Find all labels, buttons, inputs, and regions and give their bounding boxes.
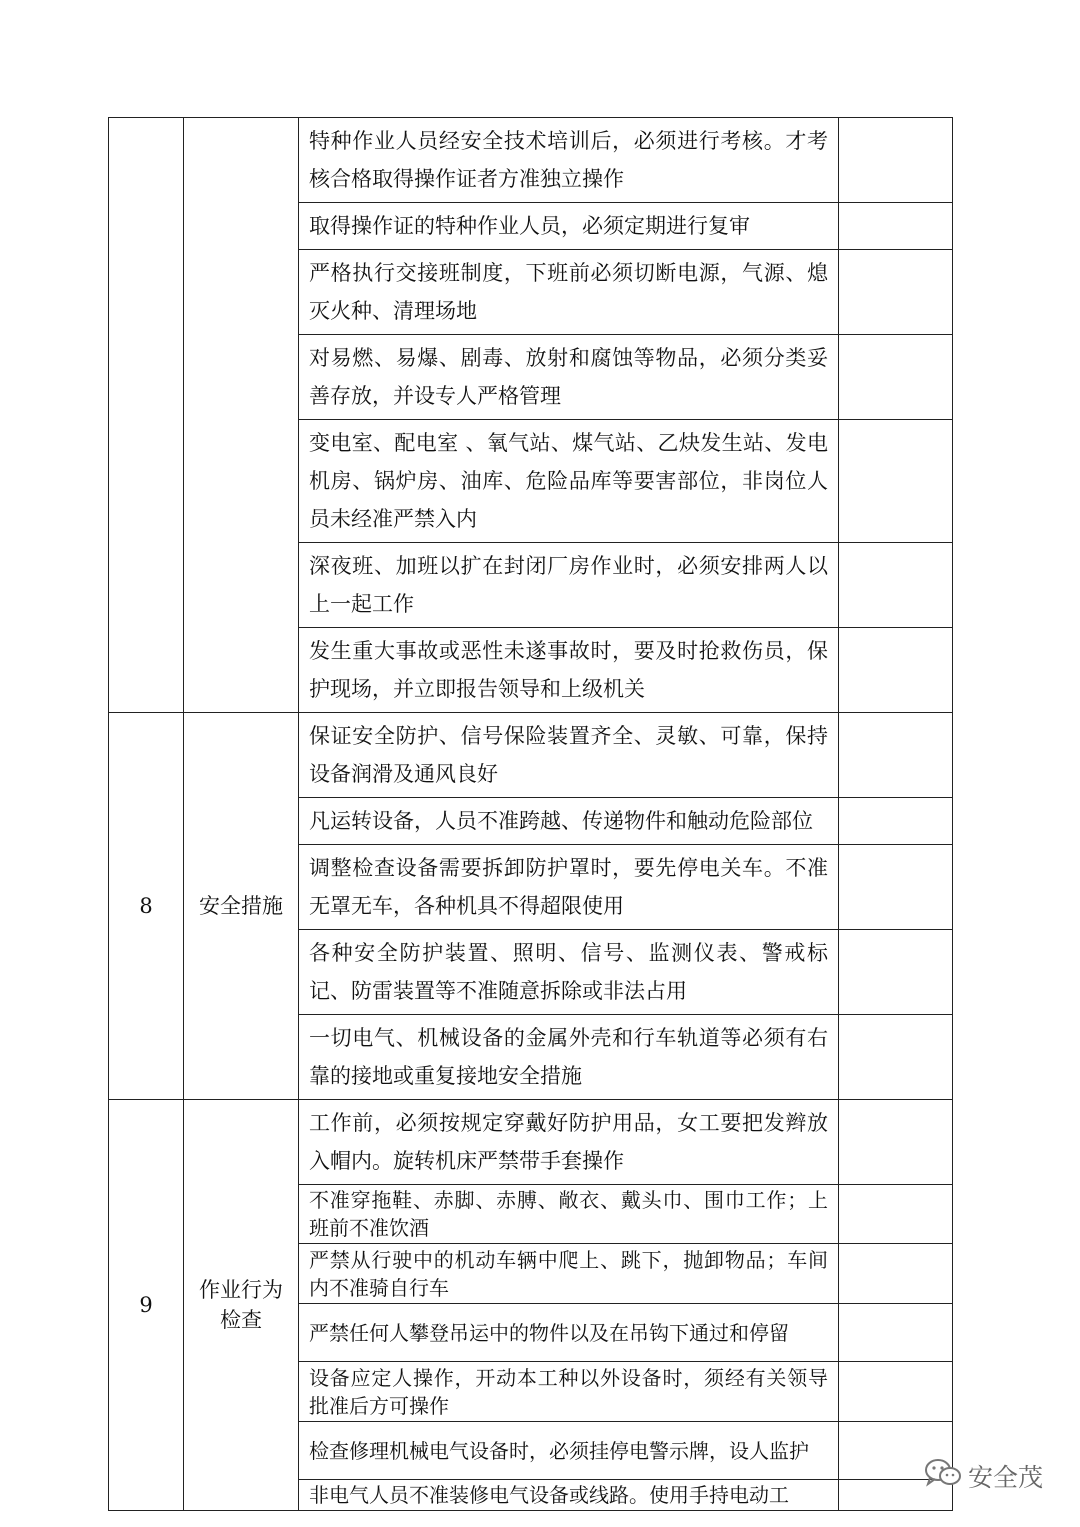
inspection-table (108, 117, 953, 1511)
requirement-cell: 设备应定人操作，开动本工种以外设备时，须经有关领导批准后方可操作 (299, 1362, 839, 1422)
requirement-cell: 严格执行交接班制度，下班前必须切断电源，气源、熄灭火种、清理场地 (299, 250, 839, 335)
category-cell: 安全措施 (184, 713, 299, 1100)
result-cell (839, 1015, 953, 1100)
requirement-cell: 一切电气、机械设备的金属外壳和行车轨道等必须有右靠的接地或重复接地安全措施 (299, 1015, 839, 1100)
result-cell (839, 1304, 953, 1362)
result-cell (839, 930, 953, 1015)
requirement-cell: 深夜班、加班以扩在封闭厂房作业时，必须安排两人以上一起工作 (299, 543, 839, 628)
wechat-icon (924, 1458, 962, 1494)
table-row (109, 118, 953, 203)
requirement-cell: 不准穿拖鞋、赤脚、赤膊、敞衣、戴头巾、围巾工作；上班前不准饮酒 (299, 1185, 839, 1244)
result-cell (839, 335, 953, 420)
requirement-cell: 各种安全防护装置、照明、信号、监测仪表、警戒标记、防雷装置等不准随意拆除或非法占用 (299, 930, 839, 1015)
requirement-cell: 检查修理机械电气设备时，必须挂停电警示牌，设人监护 (299, 1422, 839, 1480)
result-cell (839, 1244, 953, 1304)
requirement-cell: 凡运转设备，人员不准跨越、传递物件和触动危险部位 (299, 798, 839, 845)
requirement-cell: 变电室、配电室 、氧气站、煤气站、乙炔发生站、发电机房、锅炉房、油库、危险品库等要害部位，非岗位人员未经准严禁入内 (299, 420, 839, 543)
result-cell (839, 250, 953, 335)
watermark (924, 1458, 1043, 1494)
requirement-cell: 调整检查设备需要拆卸防护罩时，要先停电关车。不准无罩无车，各种机具不得超限使用 (299, 845, 839, 930)
item-number-cell (109, 118, 184, 713)
requirement-cell: 严禁从行驶中的机动车辆中爬上、跳下，抛卸物品；车间内不准骑自行车 (299, 1244, 839, 1304)
category-cell (184, 118, 299, 713)
requirement-cell: 非电气人员不准装修电气设备或线路。使用手持电动工 (299, 1480, 839, 1511)
requirement-cell: 特种作业人员经安全技术培训后，必须进行考核。才考核合格取得操作证者方准独立操作 (299, 118, 839, 203)
result-cell (839, 845, 953, 930)
requirement-cell: 工作前，必须按规定穿戴好防护用品，女工要把发辫放入帽内。旋转机床严禁带手套操作 (299, 1100, 839, 1185)
watermark-text: 安全茂 (968, 1463, 1044, 1492)
result-cell (839, 798, 953, 845)
result-cell (839, 628, 953, 713)
result-cell (839, 543, 953, 628)
result-cell (839, 1185, 953, 1244)
requirement-cell: 严禁任何人攀登吊运中的物件以及在吊钩下通过和停留 (299, 1304, 839, 1362)
requirement-cell: 对易燃、易爆、剧毒、放射和腐蚀等物品，必须分类妥善存放，并设专人严格管理 (299, 335, 839, 420)
item-number-cell: 9 (109, 1100, 184, 1511)
table-row (109, 1100, 953, 1185)
result-cell (839, 1100, 953, 1185)
result-cell (839, 203, 953, 250)
requirement-cell: 发生重大事故或恶性未遂事故时，要及时抢救伤员，保护现场，并立即报告领导和上级机关 (299, 628, 839, 713)
result-cell (839, 713, 953, 798)
requirement-cell: 保证安全防护、信号保险装置齐全、灵敏、可靠，保持设备润滑及通风良好 (299, 713, 839, 798)
requirement-cell: 取得操作证的特种作业人员，必须定期进行复审 (299, 203, 839, 250)
category-cell: 作业行为检查 (184, 1100, 299, 1511)
result-cell (839, 1362, 953, 1422)
table-row (109, 713, 953, 798)
result-cell (839, 118, 953, 203)
item-number-cell: 8 (109, 713, 184, 1100)
result-cell (839, 420, 953, 543)
